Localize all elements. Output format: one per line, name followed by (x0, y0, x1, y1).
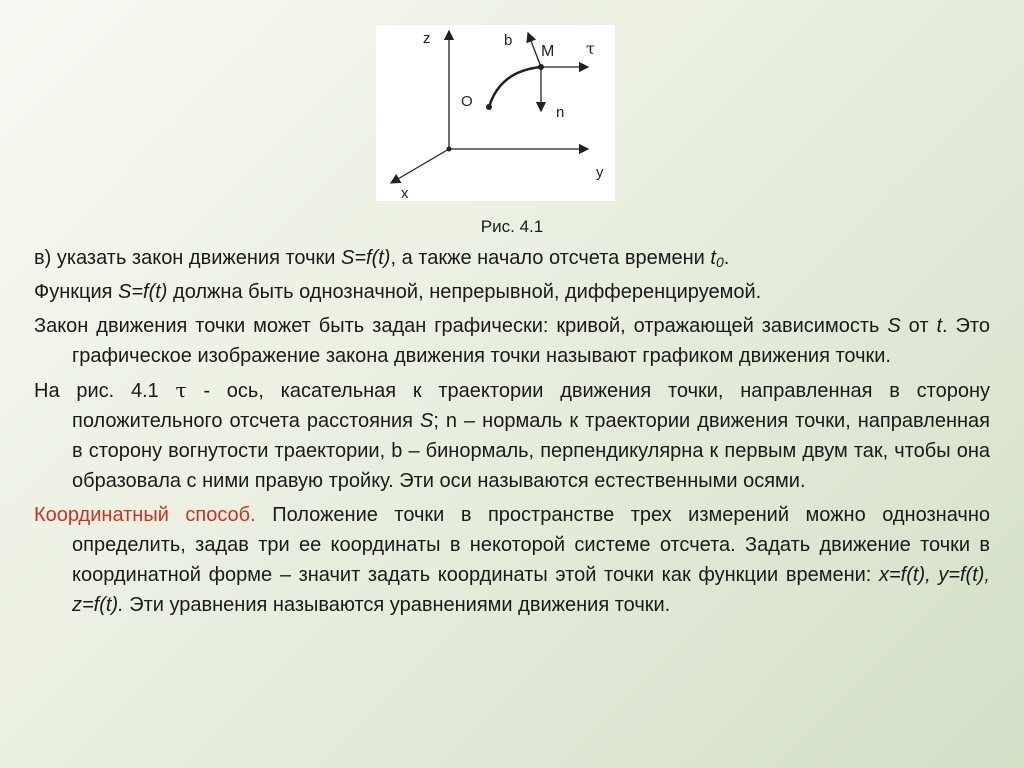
formula: t (710, 247, 716, 269)
text: от (900, 315, 937, 337)
formula: S (420, 410, 434, 432)
formula: S=f(t) (341, 247, 391, 269)
label-o: O (461, 93, 473, 110)
label-z: z (423, 30, 431, 47)
paragraph-natural-axes (34, 375, 990, 496)
formula: t (936, 315, 943, 337)
label-b: b (504, 32, 513, 49)
text: ; n – нормаль к траектории движения точки, направленная в сторону вогнутости траектории, b – бинормаль, перпендикулярна к первым двум так, чтобы она образовала с ними правую тройку. Эти оси называются естественными осями. (72, 410, 990, 492)
figure-4-1 (376, 25, 615, 201)
body-text (34, 243, 990, 624)
text: На рис. 4.1 (34, 380, 176, 402)
paragraph-graphical (34, 311, 990, 371)
text: Функция (34, 281, 119, 303)
b-vector (528, 33, 541, 67)
text: должна быть однозначной, непрерывной, дифференцируемой. (167, 281, 762, 303)
formula: S (887, 315, 901, 337)
label-y: y (596, 164, 604, 181)
text: , а также начало отсчета времени (390, 247, 711, 269)
text: Закон движения точки может быть задан графически: кривой, отражающей зависимость (34, 315, 888, 337)
x-axis (391, 149, 449, 183)
label-tau: τ (586, 39, 595, 58)
figure-caption: Рис. 4.1 (480, 217, 544, 236)
label-x: x (401, 185, 409, 201)
text: Эти уравнения называются уравнениями движения точки. (123, 594, 671, 616)
paragraph-function (34, 277, 990, 307)
text: - ось, касательная к траектории движения точки, направленная в сторону положительного отсчета расстояния (72, 380, 990, 432)
label-m: M (541, 43, 555, 60)
trajectory-curve (489, 67, 541, 107)
label-n: n (556, 104, 565, 121)
text: . Это графическое изображение закона движения точки называют графиком движения точки. (72, 315, 990, 367)
highlighted-term: Координатный способ. (34, 504, 256, 526)
text: Положение точки в пространстве трех измерений можно однозначно определить, задав три ее координаты в некоторой системе отсчета. Задать движение точки в координатной форме – значит задать координаты этой точки как функции времени: (72, 504, 990, 586)
origin-dot (447, 147, 452, 152)
natural-axes-diagram (376, 25, 615, 201)
subscript: 0 (715, 254, 724, 270)
text: . (723, 247, 730, 269)
text: в) указать закон движения точки (34, 247, 342, 269)
paragraph-law-of-motion (34, 243, 990, 273)
formula: x=f(t), y=f(t), z=f(t). (72, 564, 990, 616)
formula: S=f(t) (118, 281, 168, 303)
point-o (486, 104, 492, 110)
paragraph-coordinate-method (34, 500, 990, 620)
tau-symbol: τ (175, 378, 187, 402)
